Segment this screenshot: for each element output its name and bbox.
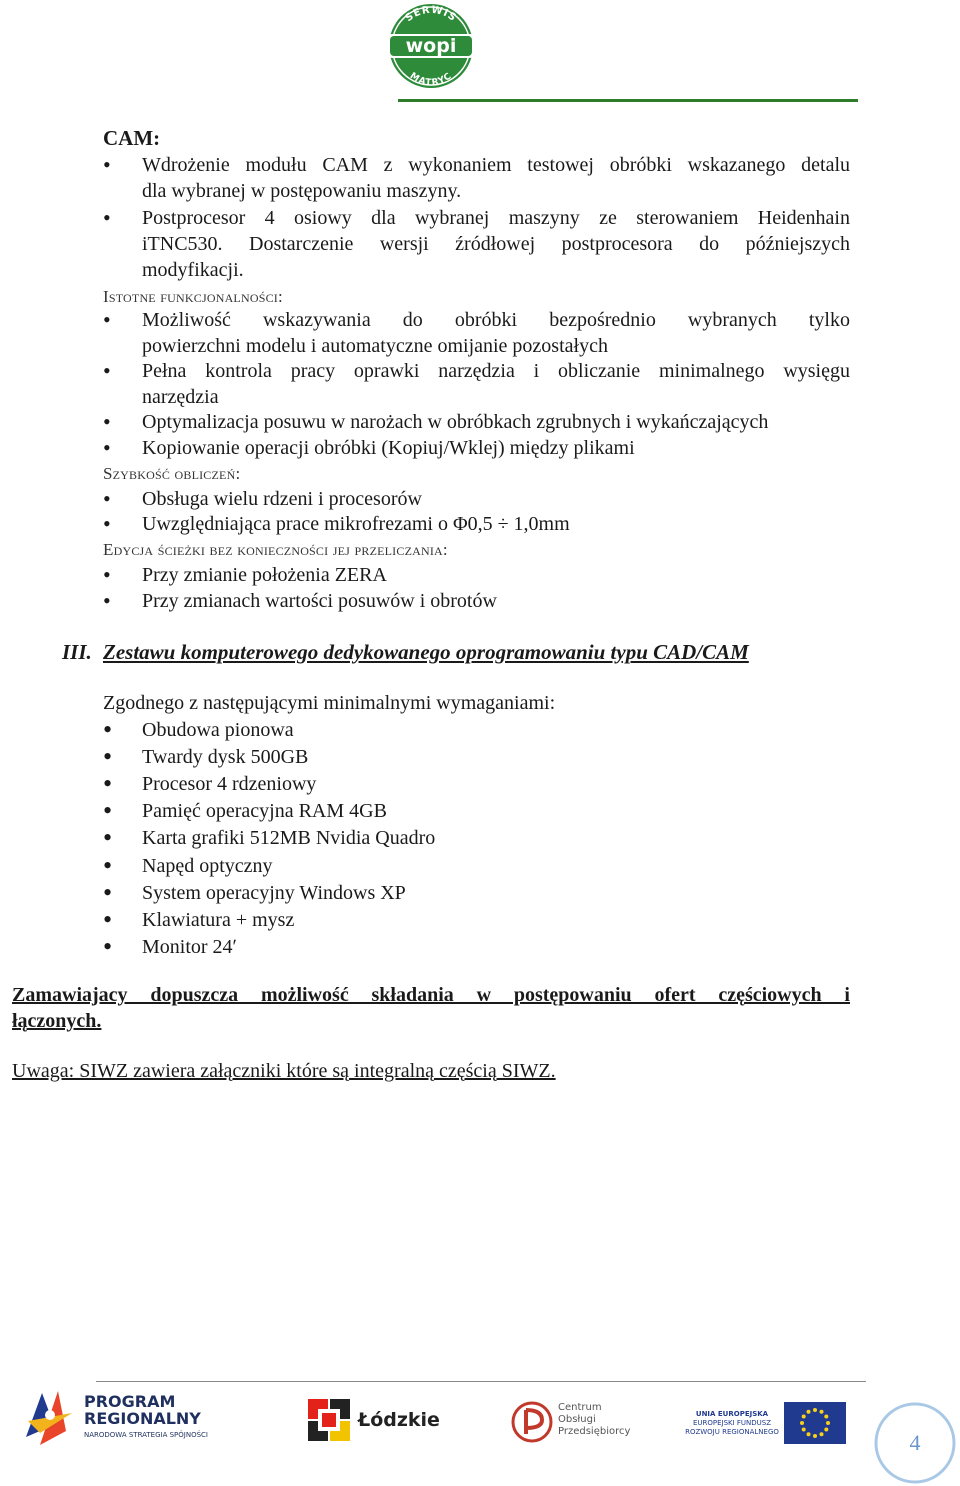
eu-star-icon [807, 1432, 811, 1436]
eu-line1: UNIA EUROPEJSKA [695, 1410, 769, 1418]
eu-star-icon [824, 1428, 828, 1432]
cam-b3-0: Obsługa wielu rdzeni i procesorów [142, 488, 422, 510]
bullet-dot: • [103, 851, 113, 880]
bullet-dot: • [103, 358, 111, 383]
bullet-dot: • [103, 562, 111, 587]
cam-b3-1: Uwzględniająca prace mikrofrezami o Φ0,5 ÷ 1,0mm [142, 513, 570, 535]
eu-star-icon [820, 1432, 824, 1436]
eu-line3: ROZWOJU REGIONALNEGO [685, 1428, 779, 1436]
eu-star-icon [826, 1421, 830, 1425]
bullet-dot: • [103, 742, 113, 771]
bullet-dot: • [103, 769, 113, 798]
eu-star-icon [802, 1428, 806, 1432]
section-szybkosc: Szybkość obliczeń: [103, 464, 241, 483]
eu-star-icon [800, 1421, 804, 1425]
cam-b2-3: Kopiowanie operacji obróbki (Kopiuj/Wklej) między plikami [142, 437, 635, 459]
cam-b4-0: Przy zmianie położenia ZERA [142, 564, 387, 586]
bullet-dot: • [103, 905, 113, 934]
cam-b2-0-l1: powierzchni modelu i automatyczne omijanie pozostałych [142, 335, 608, 357]
bullet-dot: • [103, 435, 111, 460]
bullet-dot: • [103, 307, 111, 332]
program-line1: PROGRAM [84, 1392, 176, 1411]
eu-flag-icon [784, 1402, 846, 1444]
bullet-dot: • [103, 588, 111, 613]
wopi-logo [382, 2, 480, 90]
centrum-logo [510, 1400, 631, 1444]
part3-item: Karta grafiki 512MB Nvidia Quadro [142, 827, 436, 849]
eu-star-icon [807, 1410, 811, 1414]
eu-star-icon [813, 1408, 817, 1412]
star-emblem-icon [20, 1385, 80, 1453]
part3-item: Pamięć operacyjna RAM 4GB [142, 800, 387, 822]
notice-note: Uwaga: SIWZ zawiera załączniki które są integralną częścią SIWZ. [12, 1060, 556, 1082]
logo-word: wopi [405, 35, 457, 57]
section-istotne: Istotne funkcjonalności: [103, 287, 283, 306]
logo-arc-top: SERWIS [403, 4, 459, 25]
bullet-dot: • [103, 409, 111, 434]
bullet-dot: • [103, 152, 111, 177]
centrum-line1: Centrum [558, 1402, 602, 1413]
cam-b2-2: Optymalizacja posuwu w narożach w obróbkach zgrubnych i wykańczających [142, 411, 769, 433]
bullet-dot: • [103, 878, 113, 907]
notice-line1: Zamawiajacy dopuszcza możliwość składania w postępowaniu ofert częściowych i [12, 984, 850, 1006]
footer-rule [96, 1381, 866, 1382]
page-number-badge [874, 1402, 956, 1484]
centrum-emblem-icon [510, 1400, 554, 1444]
page-number: 4 [909, 1430, 921, 1455]
header-rule [398, 99, 858, 102]
cam-b1-1-l0: Postprocesor 4 osiowy dla wybranej maszyny ze sterowaniem Heidenhain [142, 207, 850, 229]
logo-arc-bottom: MATRYC [407, 71, 455, 89]
cam-heading: CAM: [103, 126, 161, 150]
cam-b2-0-l0: Możliwość wskazywania do obróbki bezpośrednio wybranych tylko [142, 309, 850, 331]
part3-item: Obudowa pionowa [142, 719, 294, 741]
bullet-dot: • [103, 823, 113, 852]
part3-item: Procesor 4 rdzeniowy [142, 773, 317, 795]
bullet-dot: • [103, 486, 111, 511]
lodzkie-text: Łódzkie [358, 1409, 440, 1431]
bullet-dot: • [103, 205, 111, 230]
lodzkie-logo [306, 1397, 440, 1445]
part3-intro: Zgodnego z następującymi minimalnymi wymaganiami: [103, 692, 556, 714]
part3-item: Klawiatura + mysz [142, 909, 295, 931]
centrum-line3: Przedsiębiorcy [558, 1426, 631, 1437]
notice-line2: łączonych. [12, 1010, 102, 1032]
bullet-dot: • [103, 715, 113, 744]
program-line2: REGIONALNY [84, 1409, 201, 1428]
eu-logo [684, 1400, 848, 1446]
part3-item: System operacyjny Windows XP [142, 882, 406, 904]
bullet-dot: • [103, 932, 113, 961]
eu-star-icon [824, 1415, 828, 1419]
cam-b1-0-l1: dla wybranej w postępowaniu maszyny. [142, 180, 462, 202]
centrum-line2: Obsługi [558, 1414, 596, 1425]
part3-number: III. [62, 640, 92, 664]
cam-b1-1-l2: modyfikacji. [142, 259, 244, 281]
eu-star-icon [820, 1410, 824, 1414]
eu-line2: EUROPEJSKI FUNDUSZ [692, 1419, 772, 1427]
section-edycja: Edycja ścieżki bez konieczności jej przeliczania: [103, 540, 448, 559]
lodzkie-emblem-icon [306, 1397, 352, 1443]
program-regionalny-logo [20, 1385, 230, 1453]
part3-item: Twardy dysk 500GB [142, 746, 309, 768]
program-line3: NARODOWA STRATEGIA SPÓJNOŚCI [84, 1431, 208, 1439]
bullet-dot: • [103, 796, 113, 825]
eu-star-icon [813, 1434, 817, 1438]
part3-title: Zestawu komputerowego dedykowanego oprogramowaniu typu CAD/CAM [103, 640, 749, 664]
eu-star-icon [802, 1415, 806, 1419]
part3-item: Monitor 24ʹ [142, 936, 237, 958]
part3-item: Napęd optyczny [142, 855, 273, 877]
cam-b1-0-l0: Wdrożenie modułu CAM z wykonaniem testowej obróbki wskazanego detalu [142, 154, 850, 176]
cam-b2-1-l1: narzędzia [142, 386, 219, 408]
cam-b2-1-l0: Pełna kontrola pracy oprawki narzędzia i obliczanie minimalnego wysięgu [142, 360, 850, 382]
bullet-dot: • [103, 511, 111, 536]
cam-b1-1-l1: iTNC530. Dostarczenie wersji źródłowej postprocesora do późniejszych [142, 233, 850, 255]
cam-b4-1: Przy zmianach wartości posuwów i obrotów [142, 590, 497, 612]
